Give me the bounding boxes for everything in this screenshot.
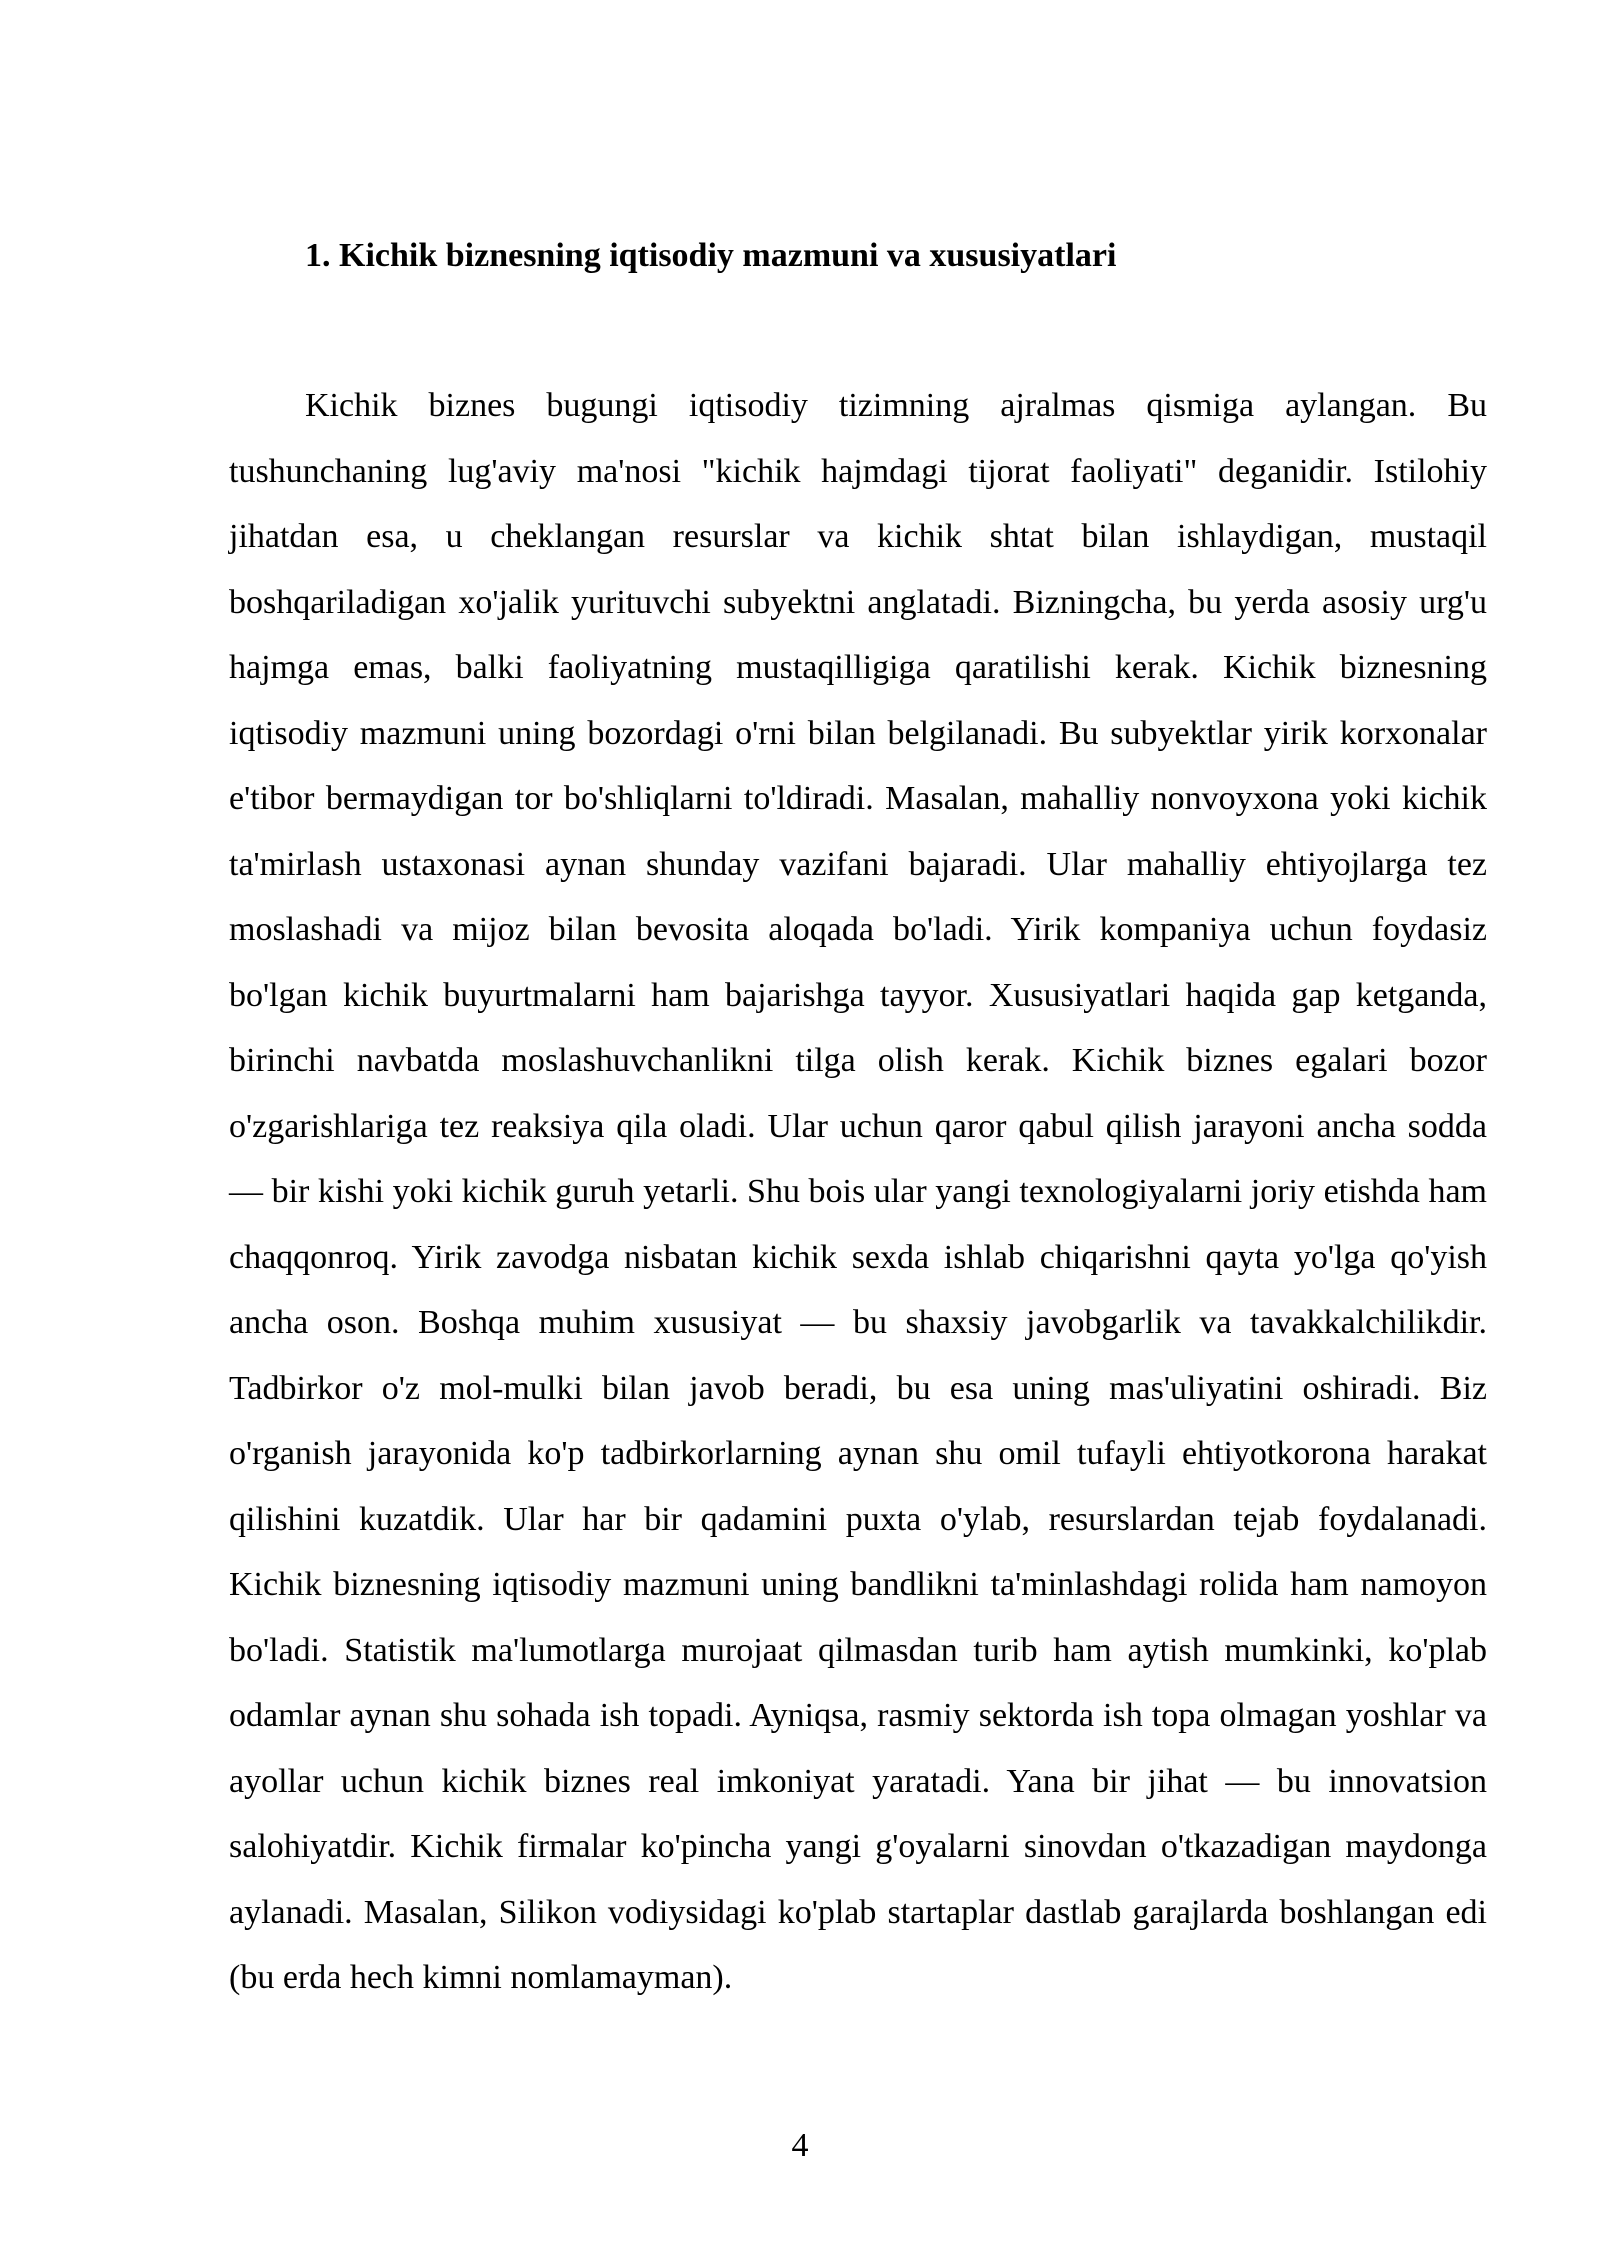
- body-paragraph: Kichik biznes bugungi iqtisodiy tizimning ajralmas qismiga aylangan. Bu tushunchaning lug'aviy ma'nosi "kichik hajmdagi tijorat faoliyati" deganidir. Istilohiy jihatdan esa, u cheklangan resurslar va kichik shtat bilan ishlaydigan, mustaqil boshqariladigan xo'jalik yurituvchi subyektni anglatadi. Bizningcha, bu yerda asosiy urg'u hajmga emas, balki faoliyatning mustaqilligiga qaratilishi kerak. Kichik biznesning iqtisodiy mazmuni uning bozordagi o'rni bilan belgilanadi. Bu subyektlar yirik korxonalar e'tibor bermaydigan tor bo'shliqlarni to'ldiradi. Masalan, mahalliy nonvoyxona yoki kichik ta'mirlash ustaxonasi aynan shunday vazifani bajaradi. Ular mahalliy ehtiyojlarga tez moslashadi va mijoz bilan bevosita aloqada bo'ladi. Yirik kompaniya uchun foydasiz bo'lgan kichik buyurtmalarni ham bajarishga tayyor. Xususiyatlari haqida gap ketganda, birinchi navbatda moslashuvchanlikni tilga olish kerak. Kichik biznes egalari bozor o'zgarishlariga tez reaksiya qila oladi. Ular uchun qaror qabul qilish jarayoni ancha sodda — bir kishi yoki kichik guruh yetarli. Shu bois ular yangi texnologiyalarni joriy etishda ham chaqqonroq. Yirik zavodga nisbatan kichik sexda ishlab chiqarishni qayta yo'lga qo'yish ancha oson. Boshqa muhim xususiyat — bu shaxsiy javobgarlik va tavakkalchilikdir. Tadbirkor o'z mol-mulki bilan javob beradi, bu esa uning mas'uliyatini oshiradi. Biz o'rganish jarayonida ko'p tadbirkorlarning aynan shu omil tufayli ehtiyotkorona harakat qilishini kuzatdik. Ular har bir qadamini puxta o'ylab, resurslardan tejab foydalanadi. Kichik biznesning iqtisodiy mazmuni uning bandlikni ta'minlashdagi rolida ham namoyon bo'ladi. Statistik ma'lumotlarga murojaat qilmasdan turib ham aytish mumkinki, ko'plab odamlar aynan shu sohada ish topadi. Ayniqsa, rasmiy sektorda ish topa olmagan yoshlar va ayollar uchun kichik biznes real imkoniyat yaratadi. Yana bir jihat — bu innovatsion salohiyatdir. Kichik firmalar ko'pincha yangi g'oyalarni sinovdan o'tkazadigan maydonga aylanadi. Masalan, Silikon vodiysidagi ko'plab startaplar dastlab garajlarda boshlangan edi (bu erda hech kimni nomlamayman).: [229, 387, 1487, 1996]
- section-heading: 1. Kichik biznesning iqtisodiy mazmuni va xususiyatlari: [305, 237, 1117, 274]
- page-number: 4: [791, 2127, 809, 2164]
